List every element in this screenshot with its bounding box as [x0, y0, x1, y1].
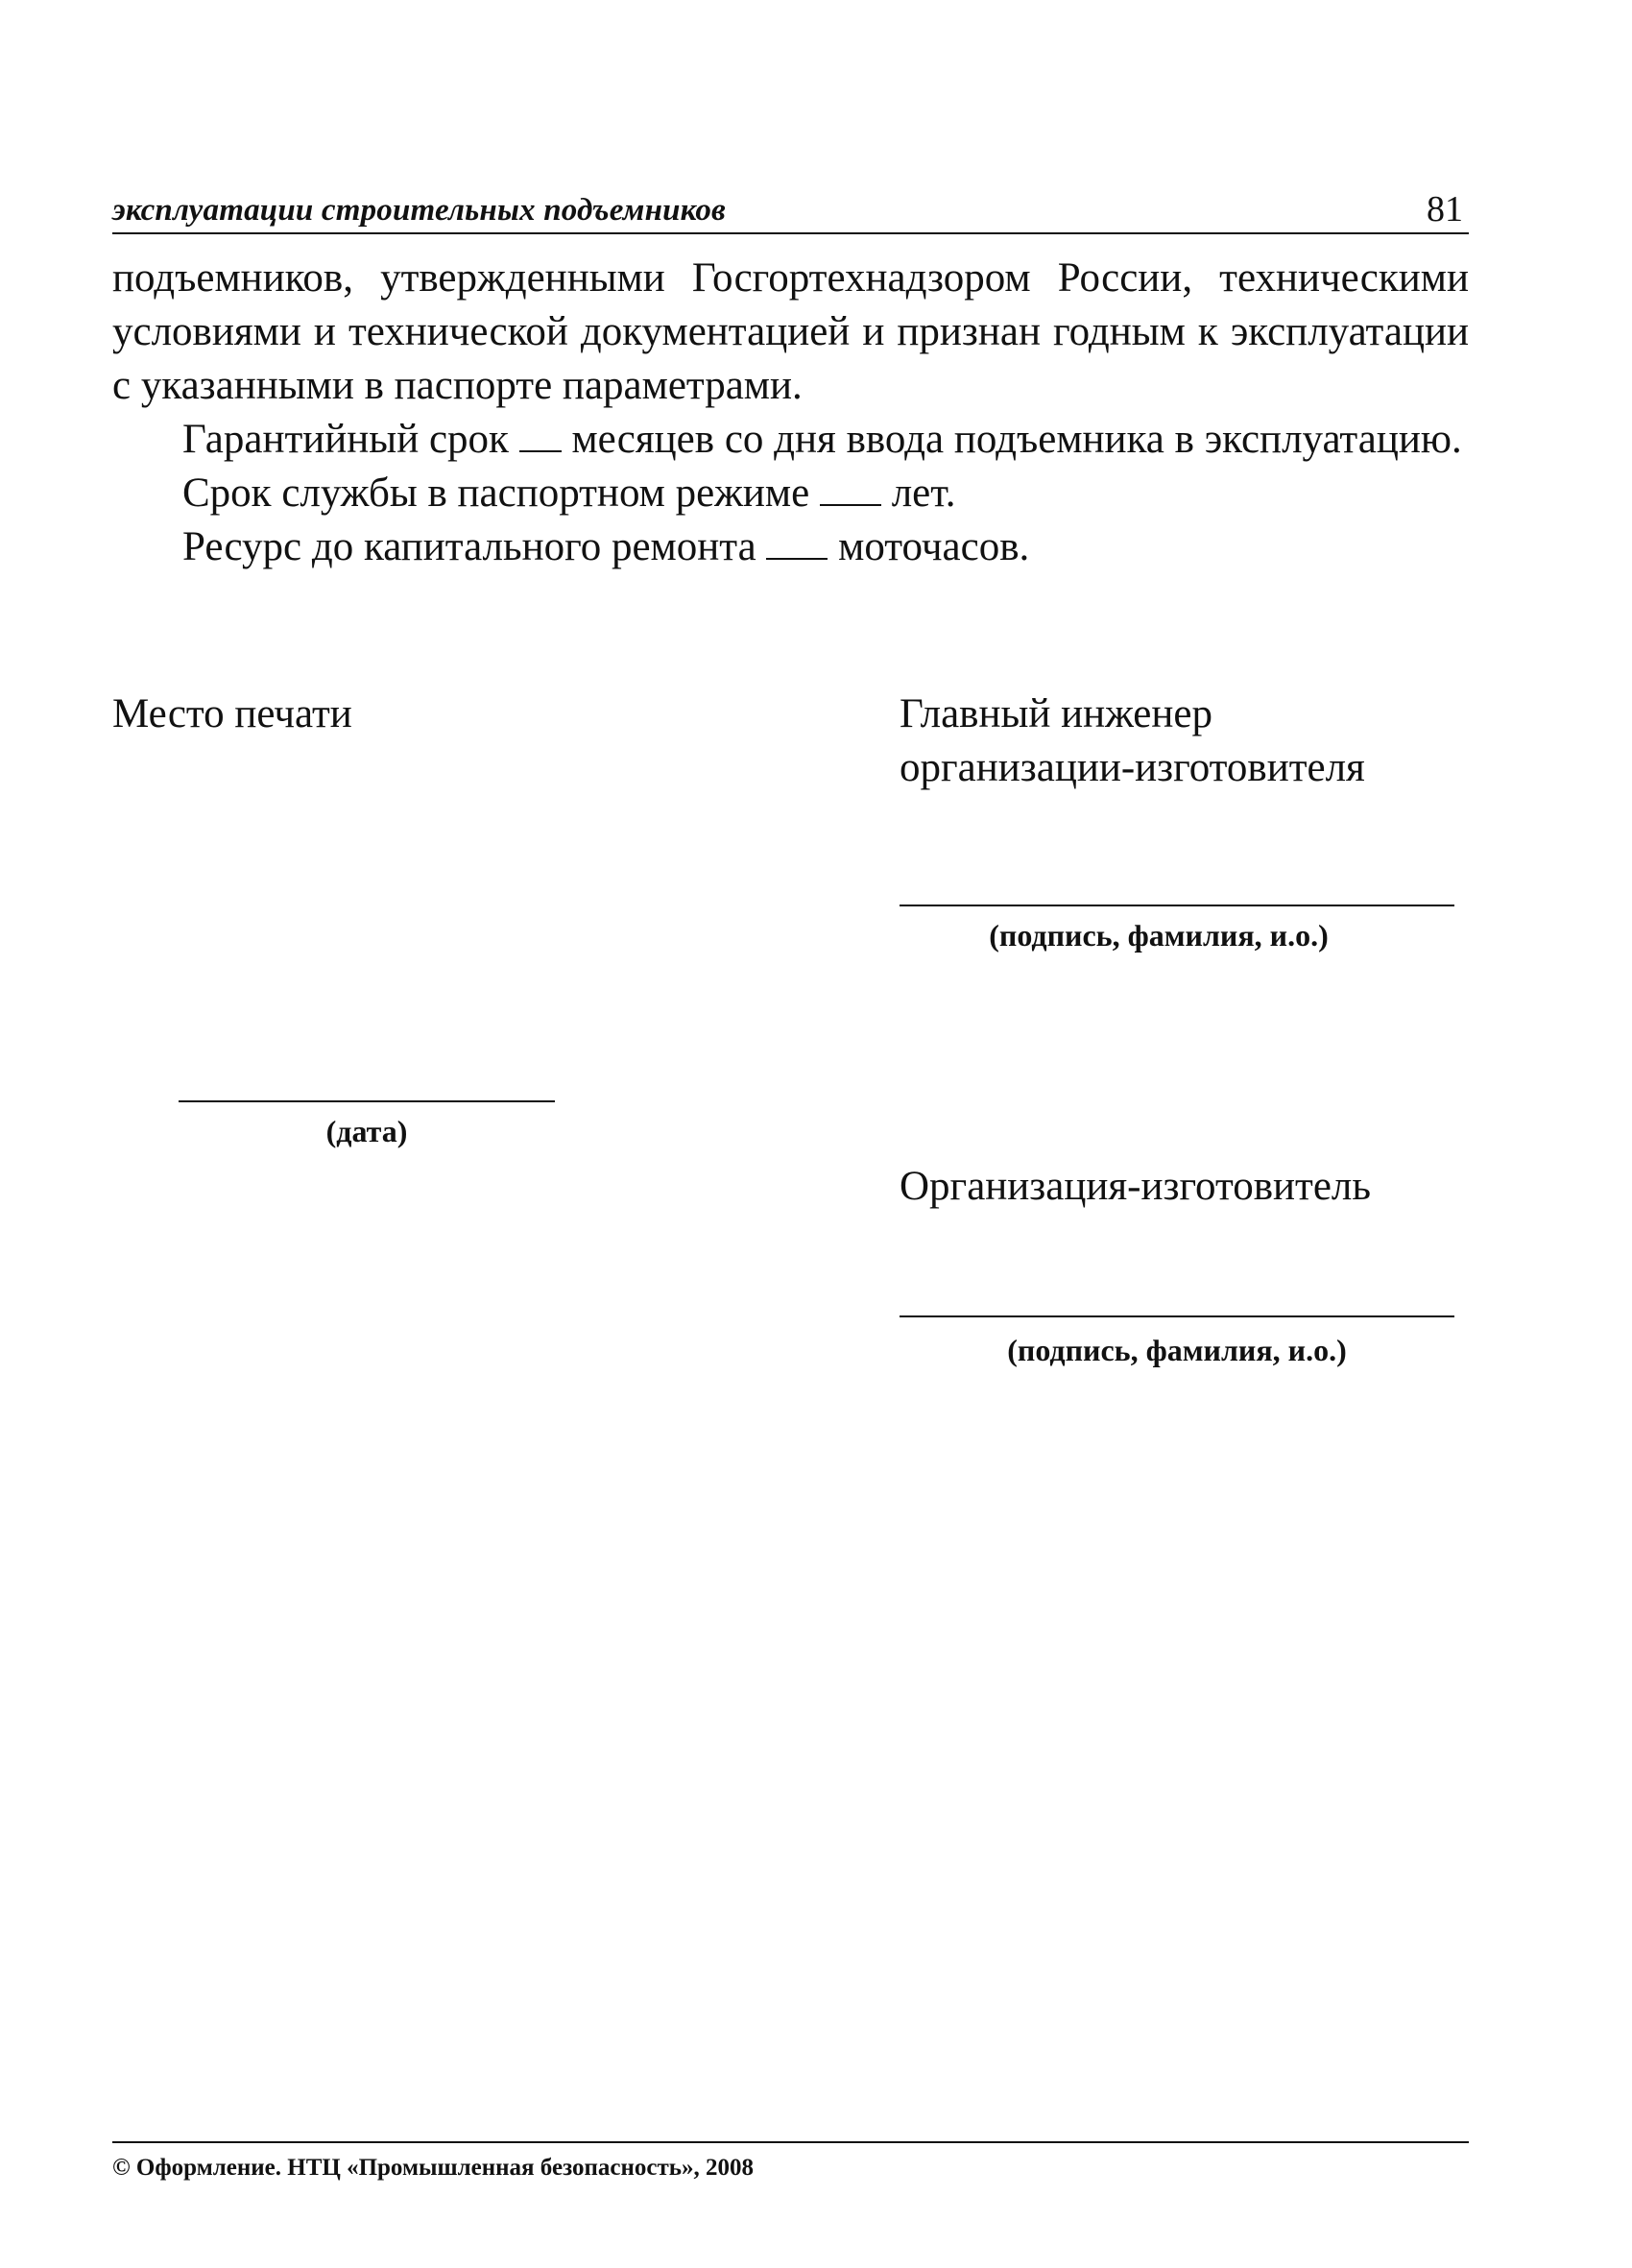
warranty-text-before: Гарантийный срок [182, 417, 509, 462]
paragraph-conformity: подъемников, утвержденными Госгортехнадзором России, техническими условиями и технической документацией и признан годным к эксплуатации с указанными в паспорте параметрами. [112, 255, 1469, 408]
body-text [112, 252, 1469, 574]
date-line [179, 1100, 555, 1102]
resource-text-before: Ресурс до капитального ремонта [182, 524, 756, 569]
service-life-text-before: Срок службы в паспортном режиме [182, 470, 810, 516]
resource-hours-blank [766, 527, 828, 560]
warranty-months-blank [519, 420, 562, 452]
manufacturer-caption: (подпись, фамилия, и.о.) [1007, 1333, 1347, 1367]
service-life-years-blank [820, 473, 881, 506]
chief-engineer-line1: Главный инженер [900, 691, 1212, 736]
footer-copyright: © Оформление. НТЦ «Промышленная безопасность», 2008 [112, 2155, 754, 2181]
date-caption: (дата) [325, 1114, 408, 1148]
resource-text-after: моточасов. [838, 524, 1030, 569]
stamp-place-label: Место печати [112, 691, 352, 736]
paragraph-service-life [112, 467, 1469, 520]
chief-engineer-line2: организации-изготовителя [900, 745, 1365, 790]
service-life-text-after: лет. [891, 470, 956, 516]
chief-engineer-signature-line [900, 905, 1454, 906]
manufacturer-signature-line [900, 1315, 1454, 1317]
warranty-text-after: месяцев со дня ввода подъемника в эксплуатацию. [571, 417, 1462, 462]
running-title: эксплуатации строительных подъемников [112, 193, 726, 228]
footer-rule [112, 2141, 1469, 2143]
running-header [112, 188, 1469, 234]
paragraph-resource [112, 520, 1469, 574]
page-number: 81 [1427, 189, 1463, 229]
chief-engineer-caption: (подпись, фамилия, и.о.) [989, 918, 1329, 953]
manufacturer-label: Организация-изготовитель [900, 1164, 1371, 1209]
paragraph-warranty [112, 413, 1469, 467]
